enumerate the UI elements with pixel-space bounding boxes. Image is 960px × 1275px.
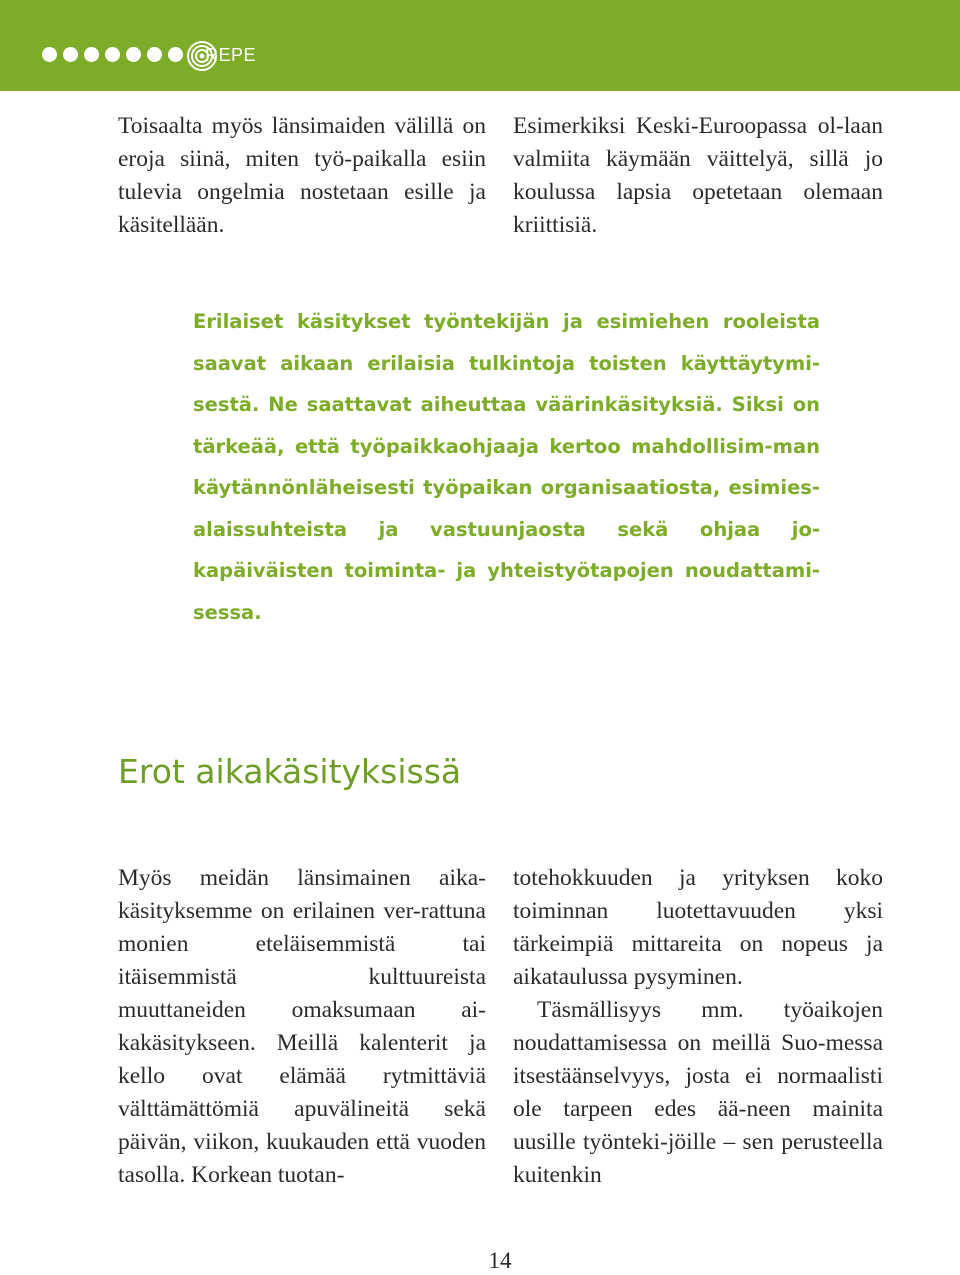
dot-icon [63,47,78,62]
dot-icon [105,47,120,62]
bottom-right-column [513,862,883,1192]
highlighted-callout: Erilaiset käsitykset työntekijän ja esimiehen rooleista saavat aikaan erilaisia tulkintoja toisten käyttäytymi-sestä. Ne saattavat aiheuttaa väärinkäsityksiä. Siksi on tärkeää, että työpaikkaohjaaja kertoo mahdollisim-man käytännönläheisesti työpaikan organisaatiosta, esimies-alaissuhteista ja vastuunjaosta sekä ohjaa jo-kapäiväisten toiminta- ja yhteistyötapojen noudattami-sessa. [193,310,820,624]
header-label: REPE [205,45,257,65]
dot-icon [147,47,162,62]
header-bar [0,0,960,91]
bottom-right-paragraph-1: totehokkuuden ja yrityksen koko toiminnan luotettavuuden yksi tärkeimpiä mittareita on nopeus ja aikataulussa pysyminen. [513,865,883,990]
page-number: 14 [488,1248,512,1273]
bottom-left-column [118,862,486,1192]
bottom-right-paragraph-2: Täsmällisyys mm. työaikojen noudattamisessa on meillä Suo-messa itsestäänselvyys, josta ei normaalisti ole tarpeen edes ää-neen mainita uusille työnteki-jöille – sen perusteella kuitenkin [513,997,883,1188]
top-right-column [513,110,883,242]
dot-icon [126,47,141,62]
bottom-left-paragraph: Myös meidän länsimainen aika-käsityksemme on erilainen ver-rattuna monien eteläisemmistä tai itäisemmistä kulttuureista muuttaneiden omaksumaan ai-kakäsitykseen. Meillä kalenterit ja kello ovat elämää rytmittäviä välttämättömiä apuvälineitä sekä päivän, viikon, kuukauden että vuoden tasolla. Korkean tuotan- [118,865,486,1188]
top-left-column [118,110,486,242]
dot-icon [168,47,183,62]
top-right-paragraph: Esimerkiksi Keski-Euroopassa ol-laan valmiita käymään väittelyä, sillä jo koulussa lapsia opetetaan olemaan kriittisiä. [513,113,883,238]
dot-icon [84,47,99,62]
section-heading: Erot aikakäsityksissä [118,752,462,791]
top-left-paragraph: Toisaalta myös länsimaiden välillä on eroja siinä, miten työ-paikalla esiin tulevia ongelmia nostetaan esille ja käsitellään. [118,113,486,238]
dot-icon [42,47,57,62]
